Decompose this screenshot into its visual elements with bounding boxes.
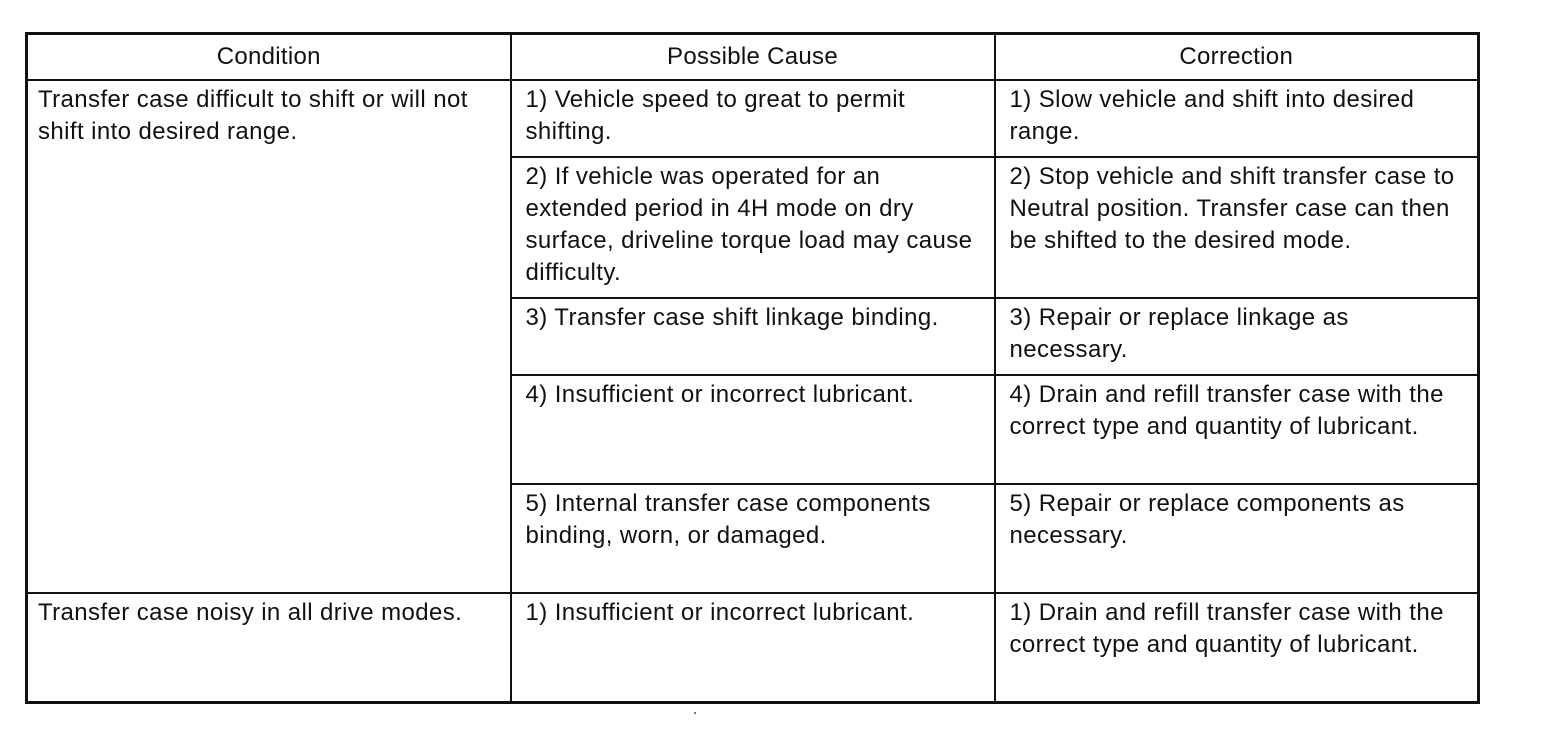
header-possible-cause: Possible Cause — [511, 34, 995, 81]
header-condition: Condition — [27, 34, 511, 81]
diagnosis-table-container — [25, 32, 1477, 704]
cause-cell: 4) Insufficient or incorrect lubricant. — [511, 375, 995, 484]
cause-cell: 2) If vehicle was operated for an extended period in 4H mode on dry surface, driveline torque load may cause difficulty. — [511, 157, 995, 298]
correction-cell: 2) Stop vehicle and shift transfer case to Neutral position. Transfer case can then be shifted to the desired mode. — [995, 157, 1479, 298]
diagnosis-table — [25, 32, 1480, 704]
table-row — [27, 593, 1479, 703]
correction-cell: 4) Drain and refill transfer case with the correct type and quantity of lubricant. — [995, 375, 1479, 484]
header-row — [27, 34, 1479, 81]
cause-cell: 1) Insufficient or incorrect lubricant. — [511, 593, 995, 703]
header-correction: Correction — [995, 34, 1479, 81]
scan-speck — [694, 712, 696, 714]
condition-cell: Transfer case noisy in all drive modes. — [27, 593, 511, 703]
correction-cell: 1) Drain and refill transfer case with the correct type and quantity of lubricant. — [995, 593, 1479, 703]
cause-cell: 5) Internal transfer case components binding, worn, or damaged. — [511, 484, 995, 593]
table-row — [27, 80, 1479, 157]
cause-cell: 3) Transfer case shift linkage binding. — [511, 298, 995, 375]
cause-cell: 1) Vehicle speed to great to permit shifting. — [511, 80, 995, 157]
correction-cell: 3) Repair or replace linkage as necessary. — [995, 298, 1479, 375]
correction-cell: 5) Repair or replace components as necessary. — [995, 484, 1479, 593]
condition-cell: Transfer case difficult to shift or will not shift into desired range. — [27, 80, 511, 593]
correction-cell: 1) Slow vehicle and shift into desired range. — [995, 80, 1479, 157]
